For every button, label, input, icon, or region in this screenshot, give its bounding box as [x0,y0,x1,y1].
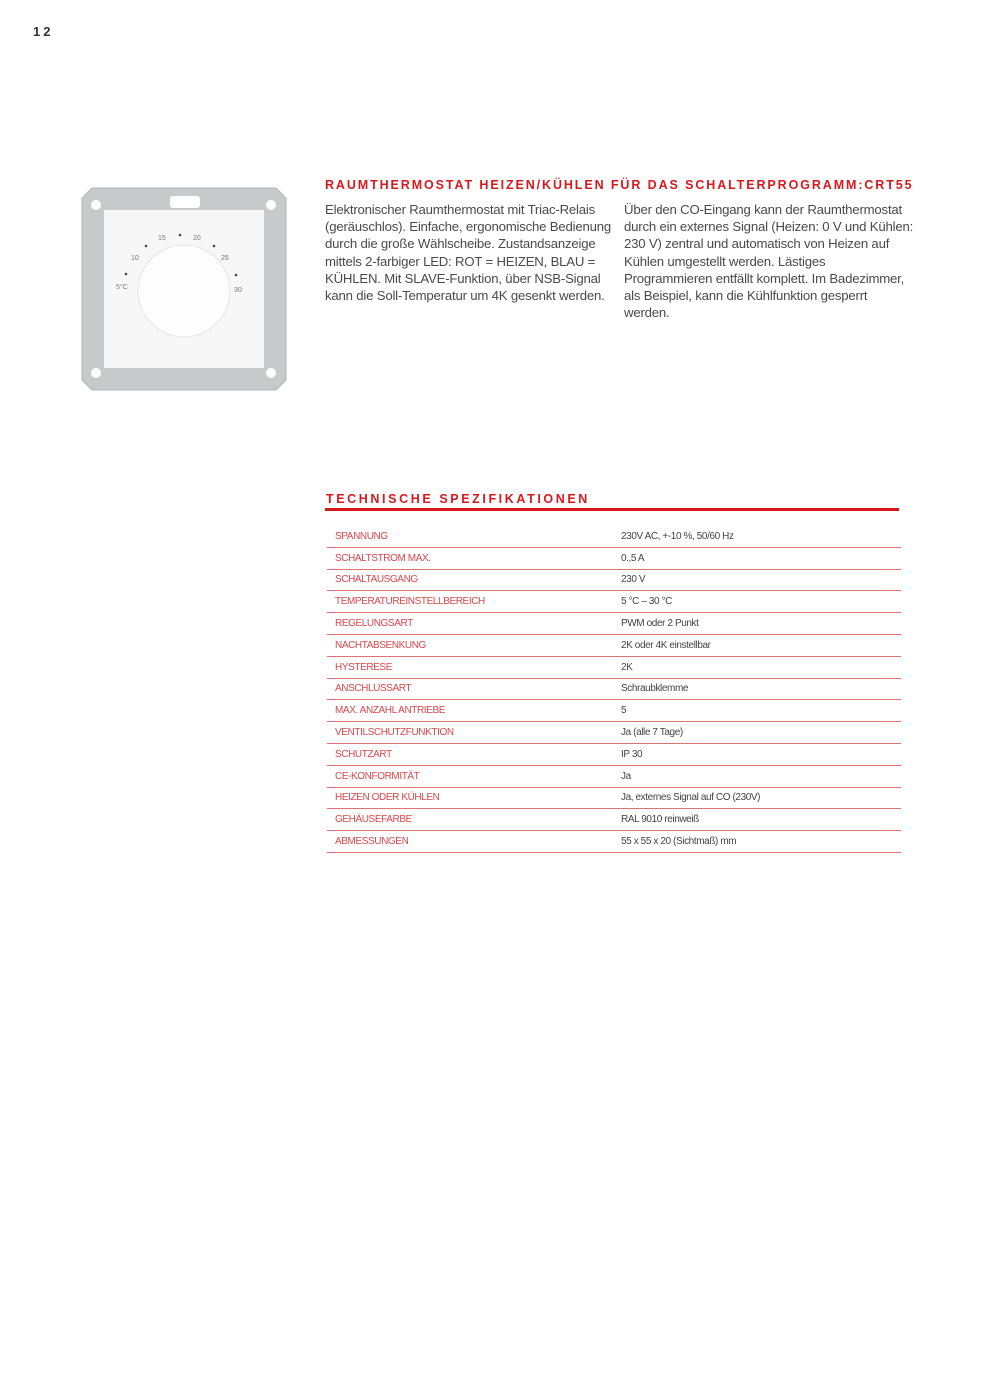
spec-value: Ja [621,765,901,787]
table-row [327,634,901,656]
spec-value: Schraubklemme [621,678,901,700]
spec-value: 55 x 55 x 20 (Sichtmaß) mm [621,831,901,853]
table-row [327,591,901,613]
table-row [327,656,901,678]
spec-label: MAX. ANZAHL ANTRIEBE [327,700,621,722]
spec-value: 230 V [621,569,901,591]
spec-label: GEHÄUSEFARBE [327,809,621,831]
spec-value: Ja (alle 7 Tage) [621,722,901,744]
spec-value: PWM oder 2 Punkt [621,613,901,635]
spec-label: VENTILSCHUTZFUNKTION [327,722,621,744]
spec-label: CE-KONFORMITÄT [327,765,621,787]
spec-label: NACHTABSENKUNG [327,634,621,656]
table-row [327,809,901,831]
table-row [327,613,901,635]
table-row [327,547,901,569]
table-row [327,743,901,765]
dial-label: 20 [193,235,201,242]
specs-heading-divider [325,508,899,511]
spec-label: HEIZEN ODER KÜHLEN [327,787,621,809]
spec-label: SPANNUNG [327,526,621,547]
description-left-text: Elektronischer Raumthermostat mit Triac-Relais (geräuschlos). Einfache, ergonomische Bedienung durch die große Wählscheibe. Zustandsanzeige mittels 2-farbiger LED: ROT = HEIZEN, BLAU = KÜHLEN. Mit SLAVE-Funktion, über NSB-Signal kann die Soll-Temperatur um 4K gesenkt werden. [325,202,612,304]
spec-value: 5 [621,700,901,722]
spec-value: RAL 9010 reinweiß [621,809,901,831]
description-left [325,201,615,304]
table-row [327,569,901,591]
page-number: 12 [33,24,54,39]
table-row [327,678,901,700]
description-right [624,201,914,321]
spec-label: SCHALTAUSGANG [327,569,621,591]
spec-label: TEMPERATUREINSTELLBEREICH [327,591,621,613]
spec-value: 0.,5 A [621,547,901,569]
spec-label: SCHUTZART [327,743,621,765]
spec-value: IP 30 [621,743,901,765]
spec-label: SCHALTSTROM MAX. [327,547,621,569]
dial-label: 5°C [116,284,128,291]
dial-label: 10 [131,255,139,262]
table-row [327,787,901,809]
spec-value: 230V AC, +-10 %, 50/60 Hz [621,526,901,547]
spec-label: REGELUNGSART [327,613,621,635]
table-row [327,722,901,744]
spec-value: Ja, externes Signal auf CO (230V) [621,787,901,809]
product-title: RAUMTHERMOSTAT HEIZEN/KÜHLEN FÜR DAS SCHALTERPROGRAMM:CRT55 [325,178,914,192]
dial-label: 15 [158,235,166,242]
specs-table [327,526,901,853]
table-row [327,765,901,787]
spec-value: 2K [621,656,901,678]
table-row [327,831,901,853]
spec-label: ANSCHLUSSART [327,678,621,700]
table-row [327,526,901,547]
table-row [327,700,901,722]
spec-value: 2K oder 4K einstellbar [621,634,901,656]
product-image-thermostat [78,184,290,394]
dial-label: 25 [221,255,229,262]
description-right-text: Über den CO-Eingang kann der Raumthermostat durch ein externes Signal (Heizen: 0 V und Kühlen: 230 V) zentral und automatisch von Heizen auf Kühlen umgestellt werden. Lästiges Programmieren entfällt komplett. Im Badezimmer, als Beispiel, kann die Kühlfunktion gesperrt werden. [624,202,914,321]
specs-heading: TECHNISCHE SPEZIFIKATIONEN [326,492,590,506]
dial-label: 30 [234,287,242,294]
spec-value: 5 °C – 30 °C [621,591,901,613]
spec-label: ABMESSUNGEN [327,831,621,853]
spec-label: HYSTERESE [327,656,621,678]
